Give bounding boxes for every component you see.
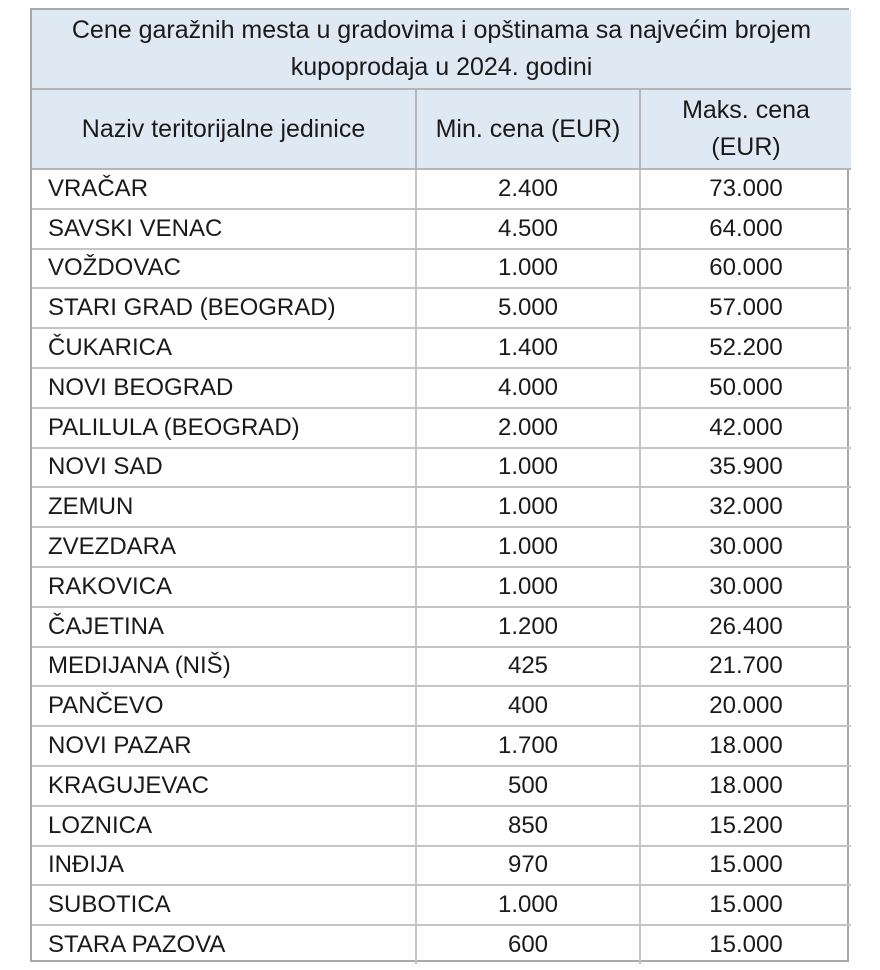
territory-cell: ZEMUN [32,487,416,527]
table-row [32,647,851,687]
table-row [32,527,851,567]
territory-cell: SAVSKI VENAC [32,209,416,249]
min-price-cell: 1.700 [416,726,640,766]
max-price-cell: 26.400 [640,607,851,647]
territory-cell: STARA PAZOVA [32,925,416,964]
header-territory: Naziv teritorijalne jedinice [32,89,416,169]
territory-cell: ČAJETINA [32,607,416,647]
territory-cell: PANČEVO [32,686,416,726]
territory-cell: NOVI SAD [32,448,416,488]
min-price-cell: 1.000 [416,487,640,527]
min-price-cell: 1.200 [416,607,640,647]
territory-cell: KRAGUJEVAC [32,766,416,806]
max-price-cell: 18.000 [640,766,851,806]
table-row [32,567,851,607]
territory-cell: STARI GRAD (BEOGRAD) [32,288,416,328]
table-row [32,408,851,448]
min-price-cell: 600 [416,925,640,964]
min-price-cell: 1.000 [416,448,640,488]
min-price-cell: 1.400 [416,328,640,368]
table-row [32,169,851,209]
table-row [32,885,851,925]
territory-cell: VOŽDOVAC [32,249,416,289]
min-price-cell: 1.000 [416,567,640,607]
min-price-cell: 850 [416,806,640,846]
table-row [32,328,851,368]
max-price-cell: 15.000 [640,885,851,925]
table-row [32,686,851,726]
max-price-cell: 18.000 [640,726,851,766]
min-price-cell: 970 [416,846,640,886]
table-row [32,249,851,289]
min-price-cell: 2.000 [416,408,640,448]
territory-cell: SUBOTICA [32,885,416,925]
max-price-cell: 21.700 [640,647,851,687]
table-row [32,288,851,328]
table-row [32,726,851,766]
header-max-price: Maks. cena (EUR) [640,89,851,169]
min-price-cell: 1.000 [416,249,640,289]
territory-cell: LOZNICA [32,806,416,846]
table-row [32,368,851,408]
table-row [32,806,851,846]
table-row [32,846,851,886]
territory-cell: PALILULA (BEOGRAD) [32,408,416,448]
max-price-cell: 30.000 [640,567,851,607]
price-table-frame [30,8,849,962]
max-price-cell: 52.200 [640,328,851,368]
min-price-cell: 500 [416,766,640,806]
territory-cell: MEDIJANA (NIŠ) [32,647,416,687]
territory-cell: ČUKARICA [32,328,416,368]
max-price-cell: 42.000 [640,408,851,448]
territory-cell: INĐIJA [32,846,416,886]
territory-cell: VRAČAR [32,169,416,209]
table-body [32,169,851,964]
min-price-cell: 1.000 [416,885,640,925]
max-price-cell: 15.200 [640,806,851,846]
max-price-cell: 15.000 [709,931,783,959]
min-price-cell: 4.500 [416,209,640,249]
table-row [32,607,851,647]
table-row [32,925,851,964]
territory-cell: ZVEZDARA [32,527,416,567]
min-price-cell: 4.000 [416,368,640,408]
max-price-cell: 35.900 [640,448,851,488]
table-row [32,487,851,527]
max-price-cell: 64.000 [640,209,851,249]
max-price-cell: 57.000 [640,288,851,328]
max-price-cell: 50.000 [640,368,851,408]
max-price-cell: 32.000 [640,487,851,527]
max-price-cell: 60.000 [640,249,851,289]
max-price-cell: 30.000 [640,527,851,567]
territory-cell: NOVI BEOGRAD [32,368,416,408]
min-price-cell: 425 [416,647,640,687]
max-price-cell: 20.000 [640,686,851,726]
min-price-cell: 1.000 [416,527,640,567]
min-price-cell: 5.000 [416,288,640,328]
title-row [32,10,851,89]
header-min-price: Min. cena (EUR) [416,89,640,169]
territory-cell: NOVI PAZAR [32,726,416,766]
table-row [32,766,851,806]
table-row [32,448,851,488]
min-price-cell: 400 [416,686,640,726]
header-row [32,89,851,169]
territory-cell: RAKOVICA [32,567,416,607]
min-price-cell: 2.400 [416,169,640,209]
table-row [32,209,851,249]
max-price-cell: 15.000 [640,846,851,886]
max-price-cell: 73.000 [640,169,851,209]
price-table [32,10,851,964]
table-title: Cene garažnih mesta u gradovima i opštinama sa najvećim brojem kupoprodaja u 2024. godini [32,10,851,89]
